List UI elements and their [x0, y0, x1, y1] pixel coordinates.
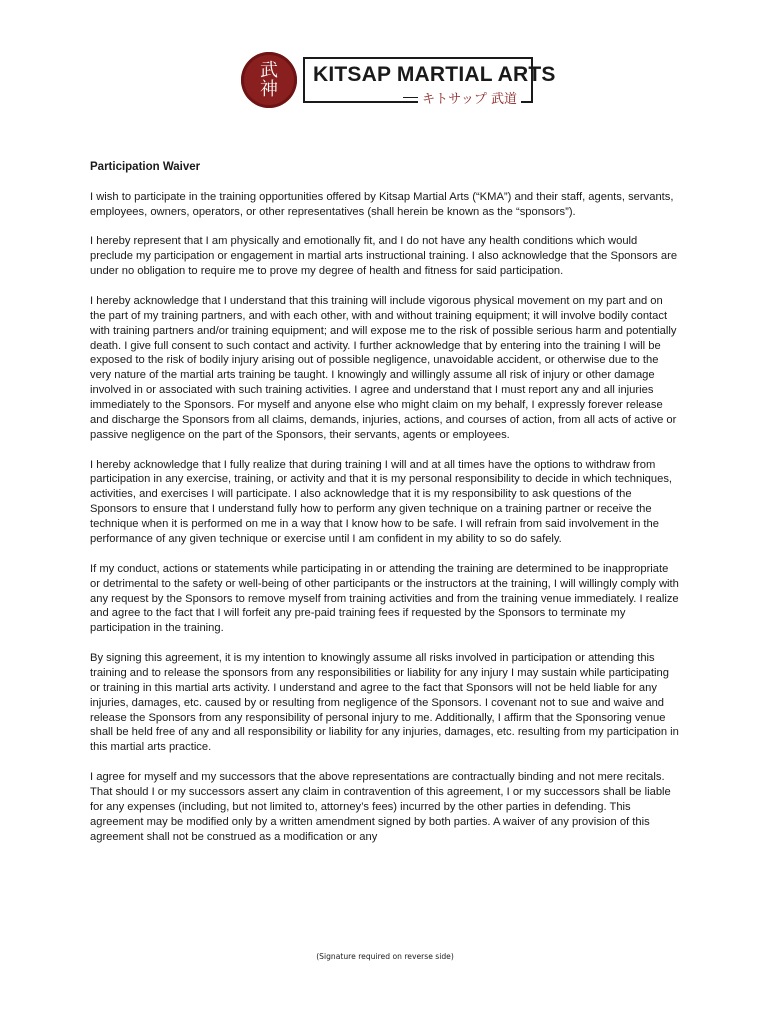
logo-wordmark-box	[303, 57, 556, 107]
brand-japanese-name: キトサップ 武道	[418, 88, 521, 107]
signature-note: (Signature required on reverse side)	[316, 952, 454, 961]
paragraph-intro: I wish to participate in the training opportunities offered by Kitsap Martial Arts (“KMA”) and their staff, agents, servants, employees, owners, operators, or other representatives (shall herein be known as the “sponsors”).	[90, 190, 674, 218]
company-logo	[241, 52, 556, 108]
seal-emblem-icon	[241, 52, 297, 108]
paragraph-fitness: I hereby represent that I am physically and emotionally fit, and I do not have any health conditions which would preclude my participation or engagement in martial arts instructional training. I also acknowledge that the Sponsors are under no obligation to require me to prove my degree of health and fitness for said participation.	[90, 235, 678, 278]
paragraph-binding: I agree for myself and my successors that the above representations are contractually binding and not mere recitals. That should I or my successors assert any claim in contravention of this agreement, I or my successors shall be liable for any expenses (including, but not limited to, attorney’s fees) incurred by the other parties in defending. This agreement may be modified only by a written amendment signed by both parties. A waiver of any provision of this agreement shall not be construed as a modification or any	[90, 770, 671, 843]
document-title: Participation Waiver	[90, 161, 201, 173]
paragraph-risk: I hereby acknowledge that I understand that this training will include vigorous physical movement on my part and on the part of my training partners, and with each other, with and without training equipment; it will involve bodily contact with training partners and/or training equipment; and will expose me to the risk of possible serious harm and potentially death. I give full consent to such contact and activity. I further acknowledge that by entering into the training I will be exposed to the risk of bodily injury arising out of possible negligence, unavoidable accident, or otherwise due to the very nature of the martial arts training be taught. I knowingly and willingly assume all risk of injury or other damage involved in or associated with such training activities. I agree and understand that I must report any and all injuries immediately to the Sponsors. For myself and anyone else who might claim on my behalf, I expressly forever release and discharge the Sponsors from all claims, demands, injuries, actions, and courses of action, from all acts of active or passive negligence on the part of the Sponsors, their servants, agents or employees.	[90, 294, 677, 441]
waiver-body	[90, 160, 680, 859]
seal-glyph-top: 武	[260, 60, 278, 81]
paragraph-withdraw: I hereby acknowledge that I fully realize that during training I will and at all times have the options to withdraw from participation in any exercise, training, or activity and that it is my personal responsibility to decide in which techniques, activities, and exercises I will participate. I also acknowledge that it is my responsibility to ask questions of the Sponsors to ensure that I understand fully how to perform any given technique on a training partner or receive the technique when it is performed on me in a way that I know how to be safe. I will refrain from said involvement in the performance of any given technique or exercise until I am confident in my ability to so do safely.	[90, 458, 673, 546]
brand-name: KITSAP MARTIAL ARTS	[313, 63, 556, 86]
paragraph-conduct: If my conduct, actions or statements while participating in or attending the training are determined to be inappropriate or detrimental to the safety or well-being of other participants or the instructors at the training, I will willingly comply with any request by the Sponsors to remove myself from training activities and from the training venue immediately. I realize and agree to the fact that I will forfeit any pre-paid training fees if requested by the Sponsors to terminate my participation in the training.	[90, 562, 679, 635]
seal-glyph-bottom: 神	[260, 79, 278, 100]
paragraph-release: By signing this agreement, it is my intention to knowingly assume all risks involved in participation or attending this training and to release the sponsors from any responsibilities or liability for any injury I may sustain while participating or training in this martial arts activity. I understand and agree to the fact that Sponsors will not be held liable for any injuries, damages, etc. caused by or resulting from negligence of the Sponsors. I covenant not to sue and waive and release the Sponsors from any responsibility of personal injury to me. Additionally, I affirm that the Sponsoring venue shall be held free of any and all responsibility or liability for any injuries, damages, etc. resulting from my participation in this martial arts practice.	[90, 651, 679, 754]
